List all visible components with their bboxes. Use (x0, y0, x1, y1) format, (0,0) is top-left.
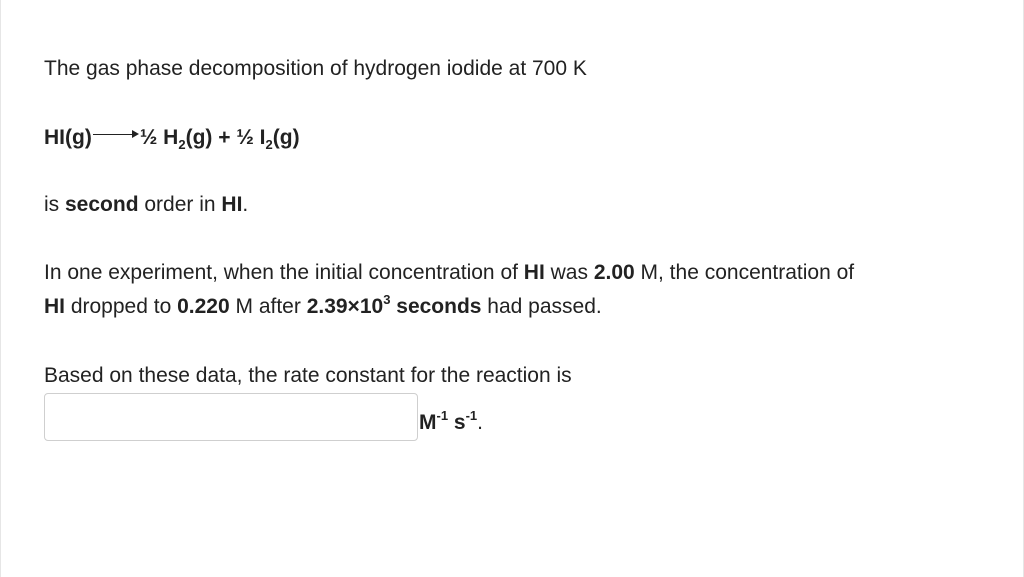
product-h2: ½ H (139, 126, 179, 149)
elapsed-time (306, 292, 391, 318)
elapsed-time-exponent: 3 (383, 292, 391, 307)
reaction-arrow-icon (93, 130, 139, 140)
subscript-h2: 2 (178, 137, 186, 152)
product-i2-state: (g) (272, 126, 300, 149)
unit-molarity: M (419, 411, 437, 434)
reaction-equation-bold (44, 126, 300, 152)
order-text-mid: order in (138, 193, 222, 216)
reactant: HI(g) (44, 126, 92, 149)
order-text-pre: is (44, 193, 65, 216)
experiment-text-4: dropped to (65, 295, 178, 318)
rate-constant-input[interactable] (44, 393, 418, 441)
order-statement (44, 192, 248, 218)
rate-constant-units (419, 410, 483, 436)
experiment-species-1: HI (523, 261, 545, 284)
intro-text: The gas phase decomposition of hydrogen iodide at 700 K (44, 57, 587, 80)
question-prompt: Based on these data, the rate constant for the reaction is (44, 364, 572, 387)
elapsed-time-base: 2.39×10 (306, 295, 384, 318)
experiment-text-2: was (544, 261, 594, 284)
product-i2: (g) + ½ I (185, 126, 266, 149)
experiment-species-2: HI (44, 295, 65, 318)
order-value: second (65, 193, 139, 216)
subscript-i2: 2 (265, 137, 273, 152)
order-text-end: . (242, 193, 249, 216)
initial-concentration: 2.00 (593, 261, 635, 284)
experiment-line-1 (44, 260, 854, 286)
units-period: . (477, 411, 483, 434)
experiment-text-1: In one experiment, when the initial concentration of (44, 261, 524, 284)
experiment-text-3: M, the concentration of (634, 261, 855, 284)
unit-seconds-exponent: -1 (465, 408, 478, 423)
reaction-equation (44, 125, 300, 151)
experiment-text-5: M after (229, 295, 307, 318)
unit-molarity-exponent: -1 (436, 408, 449, 423)
units-bold (419, 408, 478, 434)
time-unit: seconds (396, 295, 482, 318)
final-concentration: 0.220 (177, 295, 230, 318)
experiment-line-2 (44, 294, 602, 320)
unit-seconds: s (448, 411, 466, 434)
experiment-text-7: had passed. (481, 295, 602, 318)
order-species: HI (221, 193, 243, 216)
